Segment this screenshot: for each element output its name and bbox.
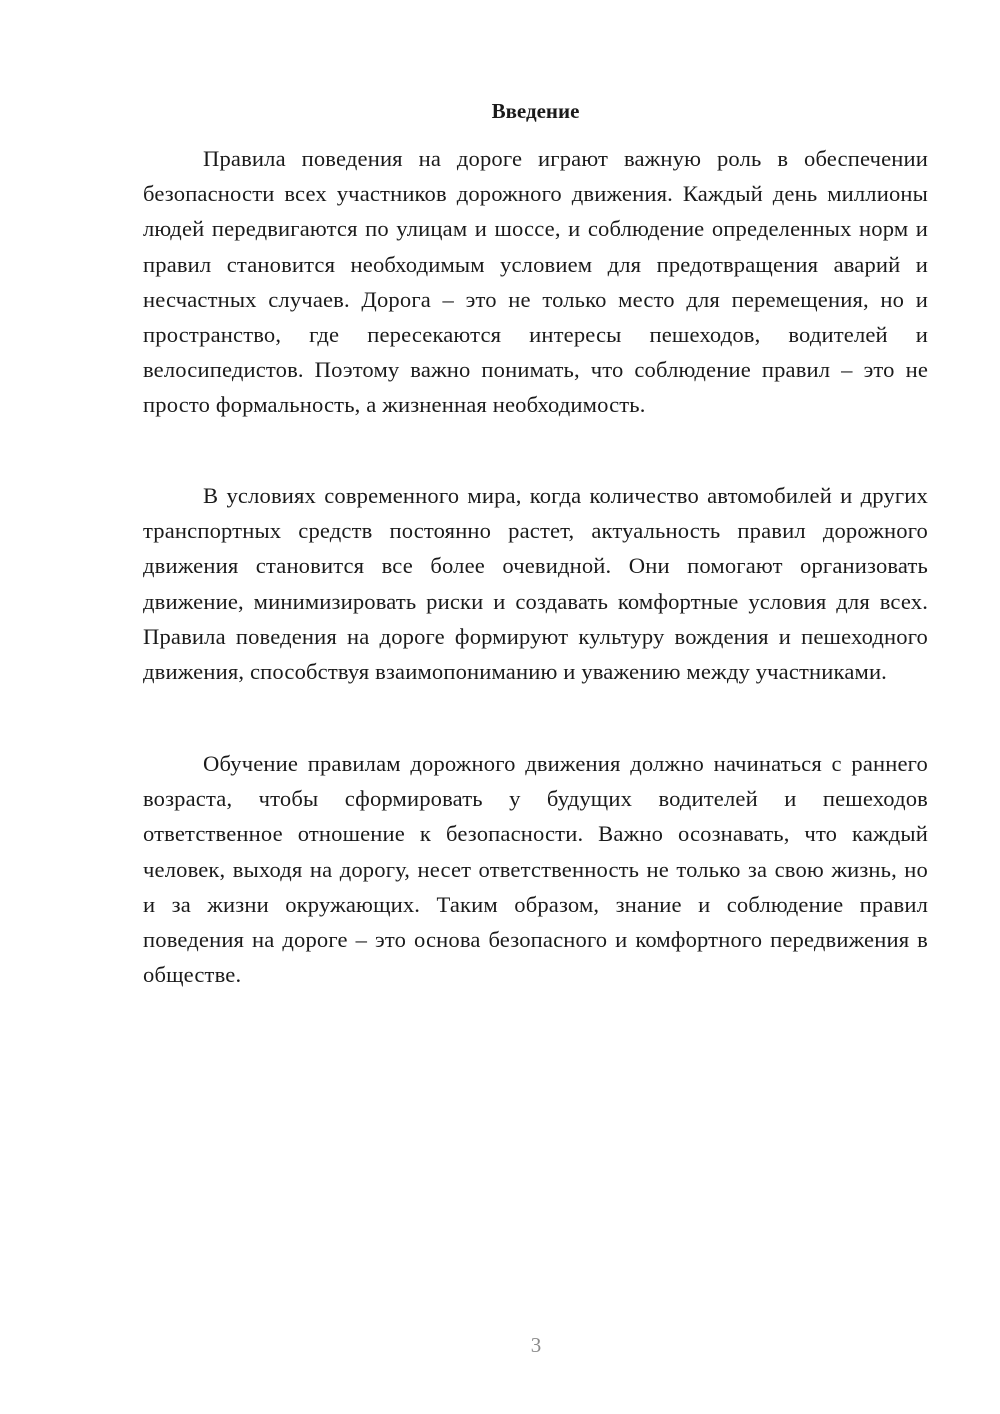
- paragraph-3: Обучение правилам дорожного движения должно начинаться с раннего возраста, чтобы сформировать у будущих водителей и пешеходов ответственное отношение к безопасности. Важно осознавать, что каждый человек, выходя на дорогу, несет ответственность не только за свою жизнь, но и за жизни окружающих. Таким образом, знание и соблюдение правил поведения на дороге – это основа безопасного и комфортного передвижения в обществе.: [143, 751, 928, 988]
- paragraph-2: В условиях современного мира, когда количество автомобилей и других транспортных средств постоянно растет, актуальность правил дорожного движения становится все более очевидной. Они помогают организовать движение, минимизировать риски и создавать комфортные условия для всех. Правила поведения на дороге формируют культуру вождения и пешеходного движения, способствуя взаимопониманию и уважению между участниками.: [143, 483, 928, 685]
- page-number: 3: [530, 1333, 542, 1357]
- page-title: Введение: [491, 99, 580, 123]
- paragraph-1: Правила поведения на дороге играют важную роль в обеспечении безопасности всех участников дорожного движения. Каждый день миллионы людей передвигаются по улицам и шоссе, и соблюдение определенных норм и правил становится необходимым условием для предотвращения аварий и несчастных случаев. Дорога – это не только место для перемещения, но и пространство, где пересекаются интересы пешеходов, водителей и велосипедистов. Поэтому важно понимать, что соблюдение правил – это не просто формальность, а жизненная необходимость.: [143, 146, 928, 418]
